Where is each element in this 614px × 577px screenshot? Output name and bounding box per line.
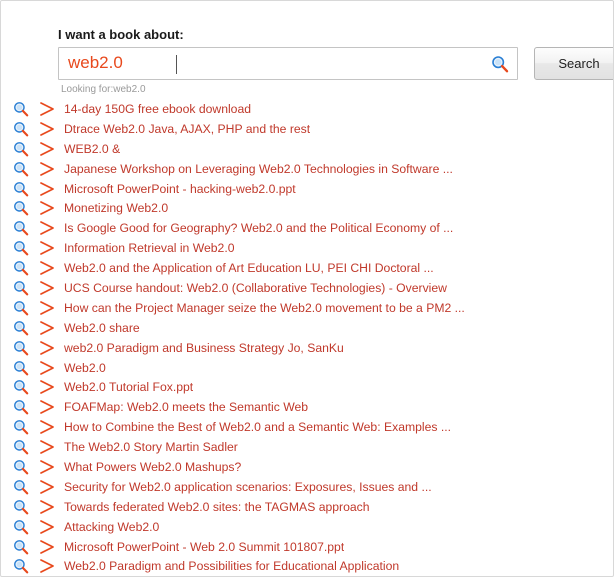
search-icon[interactable] — [491, 55, 509, 73]
list-item[interactable] — [1, 318, 614, 338]
arrow-right-icon[interactable] — [40, 380, 55, 394]
result-title[interactable]: WEB2.0 & — [64, 141, 121, 156]
arrow-right-icon[interactable] — [40, 201, 55, 215]
search-icon[interactable] — [13, 439, 29, 455]
arrow-right-icon[interactable] — [40, 500, 55, 514]
result-title[interactable]: UCS Course handout: Web2.0 (Collaborative Technologies) - Overview — [64, 280, 447, 295]
result-title[interactable]: Monetizing Web2.0 — [64, 201, 169, 216]
arrow-right-icon[interactable] — [40, 559, 55, 573]
search-input-value: web2.0 — [68, 53, 123, 72]
list-item[interactable] — [1, 377, 614, 397]
list-item[interactable] — [1, 477, 614, 497]
list-item[interactable] — [1, 417, 614, 437]
search-icon[interactable] — [13, 121, 29, 137]
arrow-right-icon[interactable] — [40, 341, 55, 355]
arrow-right-icon[interactable] — [40, 221, 55, 235]
list-item[interactable] — [1, 139, 614, 159]
search-icon[interactable] — [13, 260, 29, 276]
results-list — [1, 99, 614, 576]
text-caret — [176, 55, 177, 74]
search-icon[interactable] — [13, 101, 29, 117]
arrow-right-icon[interactable] — [40, 361, 55, 375]
search-icon[interactable] — [13, 558, 29, 574]
search-icon[interactable] — [13, 240, 29, 256]
list-item[interactable] — [1, 99, 614, 119]
search-input[interactable] — [58, 47, 518, 80]
list-item[interactable] — [1, 179, 614, 199]
result-title[interactable]: How can the Project Manager seize the Web2.0 movement to be a PM2 ... — [64, 300, 465, 315]
list-item[interactable] — [1, 517, 614, 537]
search-icon[interactable] — [13, 519, 29, 535]
list-item[interactable] — [1, 238, 614, 258]
arrow-right-icon[interactable] — [40, 480, 55, 494]
search-icon[interactable] — [13, 360, 29, 376]
search-icon[interactable] — [13, 419, 29, 435]
result-title[interactable]: FOAFMap: Web2.0 meets the Semantic Web — [64, 400, 309, 415]
arrow-right-icon[interactable] — [40, 321, 55, 335]
status-text: Looking for:web2.0 — [61, 84, 146, 95]
arrow-right-icon[interactable] — [40, 102, 55, 116]
arrow-right-icon[interactable] — [40, 241, 55, 255]
arrow-right-icon[interactable] — [40, 261, 55, 275]
result-title[interactable]: Information Retrieval in Web2.0 — [64, 241, 235, 256]
arrow-right-icon[interactable] — [40, 142, 55, 156]
search-icon[interactable] — [13, 539, 29, 555]
arrow-right-icon[interactable] — [40, 460, 55, 474]
list-item[interactable] — [1, 556, 614, 576]
search-icon[interactable] — [13, 399, 29, 415]
list-item[interactable] — [1, 198, 614, 218]
list-item[interactable] — [1, 258, 614, 278]
list-item[interactable] — [1, 218, 614, 238]
list-item[interactable] — [1, 497, 614, 517]
list-item[interactable] — [1, 119, 614, 139]
list-item[interactable] — [1, 397, 614, 417]
result-title[interactable]: Attacking Web2.0 — [64, 519, 160, 534]
list-item[interactable] — [1, 457, 614, 477]
result-title[interactable]: Microsoft PowerPoint - Web 2.0 Summit 101807.ppt — [64, 539, 345, 554]
arrow-right-icon[interactable] — [40, 440, 55, 454]
result-title[interactable]: Web2.0 share — [64, 320, 140, 335]
list-item[interactable] — [1, 159, 614, 179]
result-title[interactable]: Japanese Workshop on Leveraging Web2.0 Technologies in Software ... — [64, 161, 453, 176]
result-title[interactable]: Towards federated Web2.0 sites: the TAGMAS approach — [64, 499, 370, 514]
search-icon[interactable] — [13, 379, 29, 395]
result-title[interactable]: What Powers Web2.0 Mashups? — [64, 459, 242, 474]
search-icon[interactable] — [13, 459, 29, 475]
search-icon[interactable] — [13, 280, 29, 296]
list-item[interactable] — [1, 338, 614, 358]
list-item[interactable] — [1, 278, 614, 298]
search-icon[interactable] — [13, 340, 29, 356]
result-title[interactable]: Security for Web2.0 application scenarios: Exposures, Issues and ... — [64, 479, 432, 494]
result-title[interactable]: web2.0 Paradigm and Business Strategy Jo, SanKu — [64, 340, 344, 355]
result-title[interactable]: Web2.0 Tutorial Fox.ppt — [64, 380, 194, 395]
search-icon[interactable] — [13, 300, 29, 316]
arrow-right-icon[interactable] — [40, 182, 55, 196]
list-item[interactable] — [1, 298, 614, 318]
result-title[interactable]: Web2.0 and the Application of Art Education LU, PEI CHI Doctoral ... — [64, 261, 434, 276]
search-button[interactable]: Search — [534, 47, 614, 80]
result-title[interactable]: Web2.0 Paradigm and Possibilities for Educational Application — [64, 559, 400, 574]
result-title[interactable]: The Web2.0 Story Martin Sadler — [64, 440, 238, 455]
search-icon[interactable] — [13, 220, 29, 236]
search-icon[interactable] — [13, 141, 29, 157]
result-title[interactable]: Microsoft PowerPoint - hacking-web2.0.ppt — [64, 181, 296, 196]
search-icon[interactable] — [13, 200, 29, 216]
arrow-right-icon[interactable] — [40, 400, 55, 414]
arrow-right-icon[interactable] — [40, 540, 55, 554]
arrow-right-icon[interactable] — [40, 520, 55, 534]
arrow-right-icon[interactable] — [40, 420, 55, 434]
result-title[interactable]: How to Combine the Best of Web2.0 and a Semantic Web: Examples ... — [64, 420, 452, 435]
search-icon[interactable] — [13, 161, 29, 177]
arrow-right-icon[interactable] — [40, 281, 55, 295]
search-row — [58, 47, 609, 82]
search-icon[interactable] — [13, 320, 29, 336]
arrow-right-icon[interactable] — [40, 122, 55, 136]
search-icon[interactable] — [13, 499, 29, 515]
page-title: I want a book about: — [58, 27, 184, 42]
list-item[interactable] — [1, 537, 614, 557]
result-title[interactable]: Is Google Good for Geography? Web2.0 and the Political Economy of ... — [64, 221, 454, 236]
search-icon[interactable] — [13, 479, 29, 495]
arrow-right-icon[interactable] — [40, 162, 55, 176]
list-item[interactable] — [1, 437, 614, 457]
result-title[interactable]: 14-day 150G free ebook download — [64, 101, 252, 116]
list-item[interactable] — [1, 358, 614, 378]
result-title[interactable]: Dtrace Web2.0 Java, AJAX, PHP and the rest — [64, 121, 311, 136]
arrow-right-icon[interactable] — [40, 301, 55, 315]
search-icon[interactable] — [13, 181, 29, 197]
result-title[interactable]: Web2.0 — [64, 360, 106, 375]
